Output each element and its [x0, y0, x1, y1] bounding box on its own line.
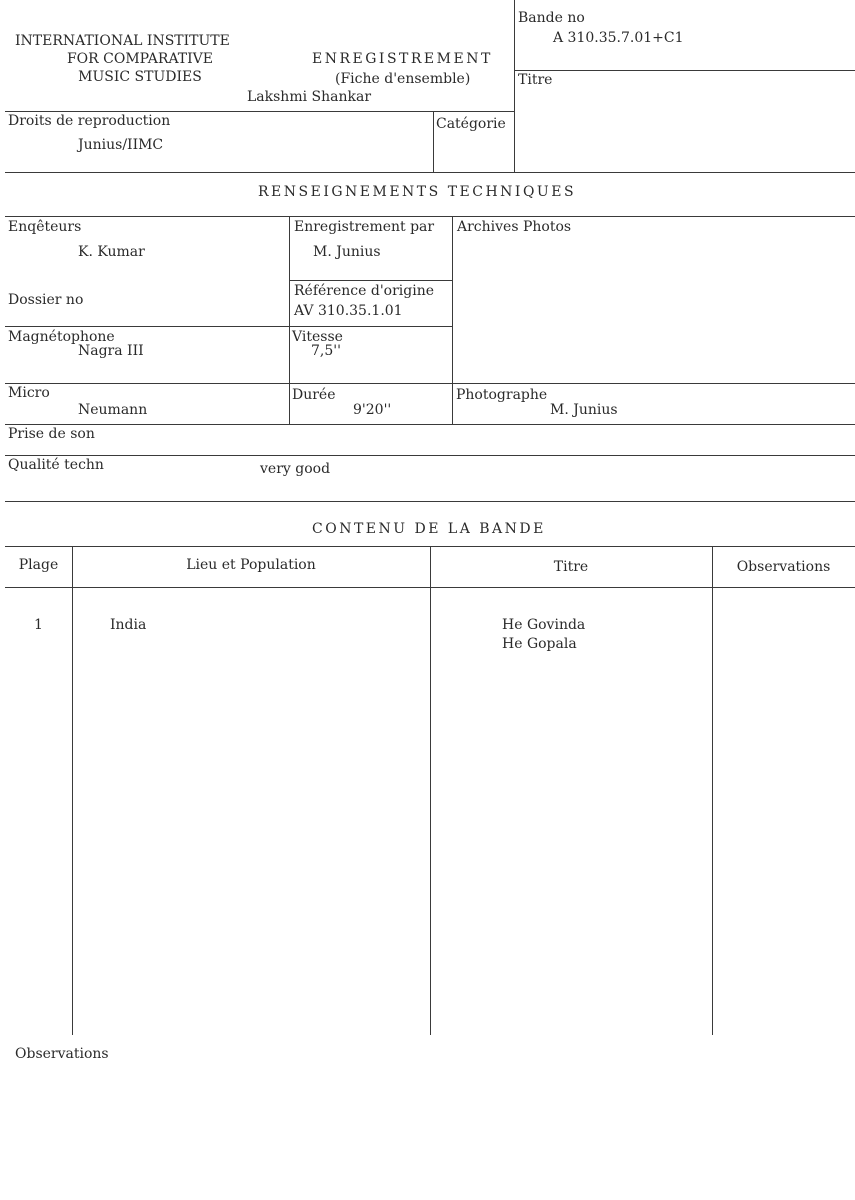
institute-name-line1: INTERNATIONAL INSTITUTE: [15, 33, 230, 49]
form-title: ENREGISTREMENT: [312, 51, 493, 67]
vitesse-value: 7,5'': [311, 343, 341, 359]
header-divider-vertical: [514, 0, 515, 172]
column-header-titre: Titre: [553, 559, 589, 575]
enregistrement-par-label: Enregistrement par: [294, 219, 435, 235]
column-header-plage: Plage: [18, 557, 59, 573]
micro-top-line: [5, 383, 855, 384]
dossier-label: Dossier no: [8, 292, 84, 308]
prise-de-son-label: Prise de son: [8, 426, 95, 442]
droits-value: Junius/IIMC: [78, 137, 164, 153]
bande-no-label: Bande no: [518, 10, 585, 26]
technical-bottom-line: [5, 501, 855, 502]
prise-top-line: [5, 424, 855, 425]
enqueteurs-label: Enqêteurs: [8, 219, 82, 235]
duree-label: Durée: [292, 387, 336, 403]
micro-label: Micro: [8, 385, 50, 401]
vitesse-label: Vitesse: [292, 329, 343, 345]
table-col-divider-2: [430, 546, 431, 1035]
institute-name-line3: MUSIC STUDIES: [78, 69, 202, 85]
table-col-divider-3: [712, 546, 713, 1035]
qualite-value: very good: [260, 461, 331, 477]
photographe-label: Photographe: [456, 387, 548, 403]
row-1-titre-line2: He Gopala: [502, 636, 577, 652]
photographe-value: M. Junius: [550, 402, 618, 418]
qualite-label: Qualité techn: [8, 457, 104, 473]
enregistrement-par-value: M. Junius: [313, 244, 381, 260]
reference-top-line: [289, 280, 452, 281]
micro-value: Neumann: [78, 402, 148, 418]
header-bottom-line: [5, 172, 855, 173]
categorie-divider: [433, 111, 434, 172]
duree-value: 9'20'': [353, 402, 392, 418]
enqueteurs-value: K. Kumar: [78, 244, 145, 260]
content-heading: CONTENU DE LA BANDE: [312, 521, 546, 537]
titre-label: Titre: [518, 72, 553, 88]
observations-label: Observations: [15, 1046, 109, 1062]
bande-no-value: A 310.35.7.01+C1: [553, 30, 684, 46]
technical-col-divider-1: [289, 216, 290, 424]
droits-top-line: [5, 111, 514, 112]
archives-photos-label: Archives Photos: [457, 219, 572, 235]
droits-label: Droits de reproduction: [8, 113, 171, 129]
reference-label: Référence d'origine: [294, 283, 435, 299]
categorie-label: Catégorie: [436, 116, 506, 132]
row-1-lieu: India: [110, 617, 147, 633]
titre-divider: [514, 70, 855, 71]
column-header-observations: Observations: [736, 559, 831, 575]
row-1-plage: 1: [34, 617, 43, 633]
table-col-divider-1: [72, 546, 73, 1035]
artist-name: Lakshmi Shankar: [247, 89, 372, 105]
reference-value: AV 310.35.1.01: [294, 303, 403, 319]
row-1-titre-line1: He Govinda: [502, 617, 586, 633]
magnetophone-label: Magnétophone: [8, 329, 115, 345]
form-subtitle: (Fiche d'ensemble): [335, 71, 471, 87]
magnetophone-value: Nagra III: [78, 343, 144, 359]
column-header-lieu: Lieu et Population: [186, 557, 316, 573]
technical-col-divider-2: [452, 216, 453, 424]
magnetophone-top-line: [5, 326, 452, 327]
institute-name-line2: FOR COMPARATIVE: [66, 51, 214, 67]
qualite-top-line: [5, 455, 855, 456]
technical-heading: RENSEIGNEMENTS TECHNIQUES: [258, 184, 577, 200]
technical-top-line: [5, 216, 855, 217]
